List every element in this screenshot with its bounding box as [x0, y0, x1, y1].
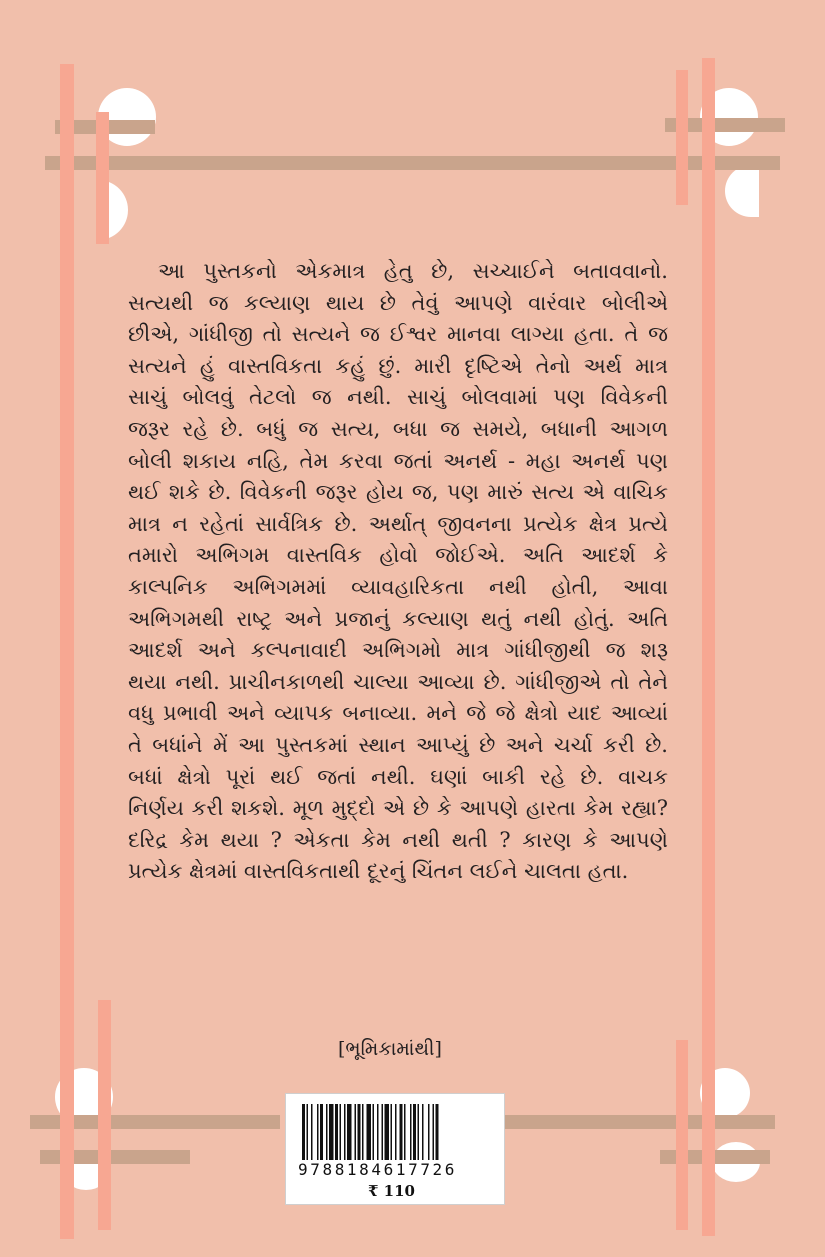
- frame-line-left-outer: [60, 64, 74, 1239]
- barcode-bar: [418, 1104, 420, 1160]
- barcode-bar: [433, 1104, 435, 1160]
- barcode-bar: [400, 1104, 403, 1160]
- blurb-line: છીએ, ગાંધીજી તો સત્યને જ ઈશ્વર માનવા લાગ્યા હતા. તે જ: [128, 322, 668, 347]
- blurb-line: બોલી શકાય નહિ, તેમ કરવા જતાં અનર્થ - મહા અનર્થ પણ: [128, 448, 668, 473]
- frame-bar-top-2: [45, 156, 780, 170]
- frame-line-right-outer: [702, 58, 715, 1236]
- barcode-bar: [335, 1104, 338, 1160]
- barcode-bar: [347, 1104, 352, 1160]
- barcode-bar: [355, 1104, 357, 1160]
- barcode-bar: [320, 1104, 323, 1160]
- barcode-bar: [410, 1104, 412, 1160]
- blurb-line: માત્ર ન રહેતાં સાર્વત્રિક છે. અર્થાત્ જીવનના પ્રત્યેક ક્ષેત્ર પ્રત્યે: [128, 511, 668, 536]
- barcode-bar: [311, 1104, 313, 1160]
- price-label: ₹ 110: [368, 1182, 415, 1200]
- blurb-line: પ્રત્યેક ક્ષેત્રમાં વાસ્તવિકતાથી દૂરનું ચિંતન લઈને ચાલતા હતા.: [128, 859, 629, 884]
- barcode-bar: [382, 1104, 384, 1160]
- frame-line-left-inner: [96, 112, 109, 244]
- isbn-number: 9788184617726: [298, 1160, 458, 1179]
- barcode-bar: [428, 1104, 430, 1160]
- barcode-bar: [340, 1104, 342, 1160]
- barcode-bar: [413, 1104, 416, 1160]
- barcode-bar: [362, 1104, 364, 1160]
- barcode-bar: [385, 1104, 390, 1160]
- blurb-line: તમારો અભિગમ વાસ્તવિક હોવો જોઈએ. અતિ આદર્શ કે: [128, 543, 668, 568]
- blurb-line: થઈ શકે છે. વિવેકની જરૂર હોય જ, પણ મારું સત્ય એ વાચિક: [128, 480, 668, 505]
- blurb-line: બધાં ક્ષેત્રો પૂરાં થઈ જતાં નથી. ઘણાં બાકી રહે છે. વાચક: [128, 764, 668, 789]
- barcode-bar: [307, 1104, 309, 1160]
- barcode-bar: [367, 1104, 372, 1160]
- barcode-bar: [302, 1104, 305, 1160]
- blurb-line: કાલ્પનિક અભિગમમાં વ્યાવહારિકતા નથી હોતી, આવા: [128, 574, 668, 599]
- blurb-line: સત્યને હું વાસ્તવિકતા કહું છું. મારી દૃષ્ટિએ તેનો અર્થ માત્ર: [128, 353, 668, 378]
- blurb-line: તે બધાંને મેં આ પુસ્તકમાં સ્થાન આપ્યું છે અને ચર્ચા કરી છે.: [128, 732, 668, 757]
- corner-circle-top-right-lower: [725, 165, 759, 217]
- blurb-line: નિર્ણય કરી શકશે. મૂળ મુદ્દો એ છે કે આપણે હારતા કેમ રહ્યા?: [128, 796, 668, 821]
- barcode-bar: [422, 1104, 424, 1160]
- barcode-bar: [395, 1104, 397, 1160]
- blurb-line: આદર્શ અને કલ્પનાવાદી અભિગમો માત્ર ગાંધીજીથી જ શરૂ: [128, 638, 668, 663]
- barcode-bar: [436, 1104, 439, 1160]
- barcode-bar: [317, 1104, 319, 1160]
- blurb-line: સત્યથી જ કલ્યાણ થાય છે તેવું આપણે વારંવાર બોલીએ: [128, 290, 668, 315]
- blurb-line: દરિદ્ર કેમ થયા ? એકતા કેમ નથી થતી ? કારણ કે આપણે: [128, 827, 668, 852]
- barcode-sticker: [285, 1093, 505, 1205]
- barcode-bar: [358, 1104, 361, 1160]
- frame-line-left-inner-bottom: [98, 1000, 111, 1230]
- frame-bar-bottom-2: [505, 1115, 775, 1129]
- blurb-line: વધુ પ્રભાવી અને વ્યાપક બનાવ્યા. મને જે જે ક્ષેત્રો યાદ આવ્યાં: [128, 701, 668, 726]
- barcode-icon: [300, 1104, 490, 1160]
- barcode-bar: [404, 1104, 406, 1160]
- blurb-paragraph: [128, 256, 668, 888]
- blurb-line: સાચું બોલવું તેટલો જ નથી. સાચું બોલવામાં પણ વિવેકની: [128, 385, 668, 410]
- barcode-bar: [344, 1104, 346, 1160]
- frame-line-top-thin: [48, 60, 68, 70]
- barcode-bar: [373, 1104, 375, 1160]
- barcode-bar: [391, 1104, 393, 1160]
- blurb-line: જરૂર રહે છે. બધું જ સત્ય, બધા જ સમયે, બધાની આગળ: [128, 416, 668, 441]
- frame-line-right-inner-bottom: [676, 1040, 688, 1230]
- frame-line-right-inner: [676, 70, 688, 205]
- blurb-line: થયા નથી. પ્રાચીનકાળથી ચાલ્યા આવ્યા છે. ગાંધીજીએ તો તેને: [128, 669, 668, 694]
- barcode-bar: [329, 1104, 334, 1160]
- blurb-line: અભિગમથી રાષ્ટ્ર અને પ્રજાનું કલ્યાણ થતું નથી હોતું. અતિ: [128, 606, 668, 631]
- barcode-bar: [377, 1104, 379, 1160]
- barcode-bar: [326, 1104, 328, 1160]
- blurb-line: આ પુસ્તકનો એકમાત્ર હેતુ છે, સચ્ચાઈને બતાવવાનો.: [158, 259, 668, 283]
- source-note: [ભૂમિકામાંથી]: [338, 1038, 442, 1060]
